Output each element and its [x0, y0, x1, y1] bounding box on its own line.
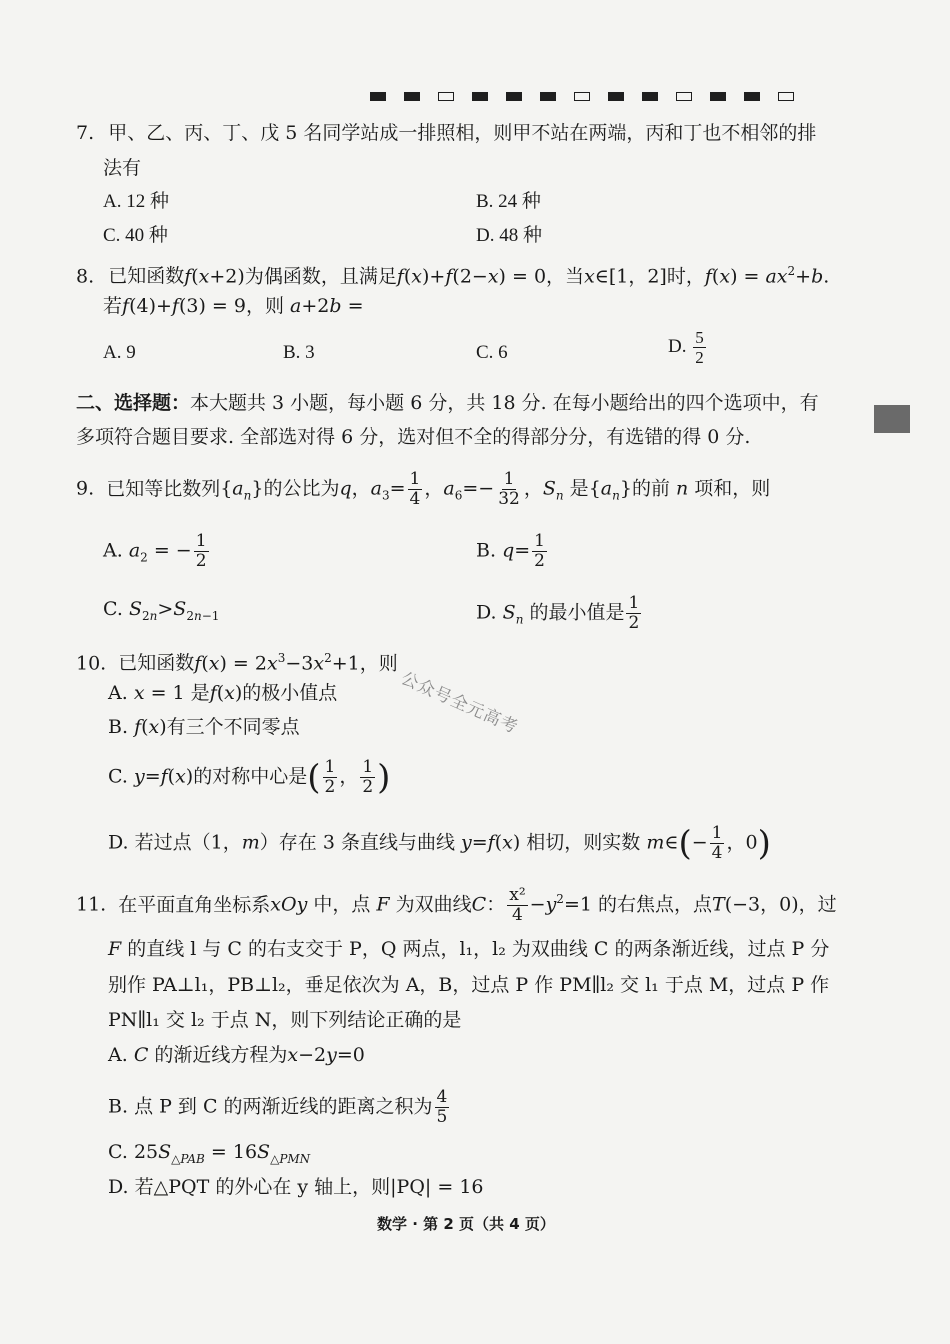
q10-line1: 10. 已知函数$f(x) = 2x^3-3x^2+1$，则 [76, 651, 398, 675]
q10-option-a: A. x = 1 是f(x)的极小值点 [108, 682, 338, 704]
page-marker [744, 92, 760, 101]
page-marker [540, 92, 556, 101]
q7-stem: 甲、乙、丙、丁、戊 5 名同学站成一排照相，则甲不站在两端，丙和丁也不相邻的排 [108, 122, 817, 144]
q11-line4: PN∥l₁ 交 l₂ 于点 N，则下列结论正确的是 [108, 1009, 462, 1031]
q10-option-b-label: B. [108, 716, 129, 738]
section2-line1 [76, 390, 819, 416]
q10-option-d-end: ，0 [726, 831, 758, 854]
page-marker [574, 92, 590, 101]
page-marker [370, 92, 386, 101]
q11-text-4: =1 的右焦点，点 [563, 893, 712, 916]
page-marker [676, 92, 692, 101]
q7-option-a: A. 12 种 [103, 191, 169, 212]
q11-text-line2: 的直线 l 与 C 的右支交于 P，Q 两点，l₁，l₂ 为双曲线 C 的两条渐近线，过点 P 分 [127, 938, 830, 960]
q9-option-b-fraction [532, 532, 547, 571]
frac-num: 1 [503, 469, 515, 489]
q10-option-a-label: A. [108, 682, 128, 704]
q10-text-2: ，则 [359, 652, 398, 675]
q11-option-b-fraction [435, 1088, 450, 1127]
q8-option-b: B. 3 [283, 342, 315, 363]
q8-number: 8. [76, 265, 95, 288]
q11-option-b-text: 点 P 到 C 的两渐近线的距离之积为 [134, 1095, 433, 1118]
frac-num: 1 [362, 757, 374, 777]
frac-den: 2 [324, 777, 336, 797]
q8-text-5: 若 [103, 295, 123, 317]
q9-text-4: 的前 [631, 477, 670, 500]
q9-option-c-label: C. [103, 598, 123, 620]
frac-num: 1 [628, 593, 640, 613]
q10-text-1: 已知函数 [118, 652, 195, 675]
q9-option-d: D. $S_n$ 的最小值是 $\frac{1}{2}$ [476, 593, 640, 633]
q9-option-d-fraction [626, 594, 641, 633]
q11-option-a: A. C 的渐近线方程为x−2y=0 [108, 1044, 365, 1066]
q11-line2: F 的直线 l 与 C 的右支交于 P，Q 两点，l₁，l₂ 为双曲线 C 的两条渐近线，过点 P 分 [108, 938, 830, 960]
q10-c-fraction-1 [323, 758, 338, 797]
q9-option-c: C. $S_{2n}>S_{2n-1}$ [103, 598, 220, 623]
q9-text-2: 的公比为 [263, 477, 340, 500]
q11-line3: 别作 PA⊥l₁，PB⊥l₂，垂足依次为 A，B，过点 P 作 PM∥l₂ 交 l₁ 于点 M，过点 P 作 [108, 974, 830, 996]
q9-option-d-label: D. [476, 601, 497, 624]
frac-den: 2 [695, 348, 704, 367]
page-marker-strip [370, 92, 812, 101]
q11-text-1: 在平面直角坐标系 [118, 893, 271, 916]
frac-num: 1 [534, 531, 545, 551]
frac-num: 1 [195, 531, 207, 551]
q8-line1: 8. 已知函数f(x+2)为偶函数，且满足f(x)+f(2−x) = 0，当x∈[1，2]时，$f(x) = ax^2+b$. [76, 264, 830, 288]
q9-text-1: 已知等比数列 [106, 477, 221, 500]
frac-den: 32 [498, 489, 520, 509]
q9-option-a-label: A. [103, 539, 123, 562]
q10-option-a-text: 是 [190, 682, 210, 704]
q10-option-d-label: D. [108, 831, 129, 854]
q11-number: 11. [76, 893, 107, 916]
frac-den: 4 [512, 905, 523, 925]
frac-den: 2 [362, 777, 374, 797]
q9-option-a-fraction [194, 532, 209, 571]
q11-option-c: C. $25S_{\triangle PAB} = 16S_{\triangle PMN}$ [108, 1141, 311, 1166]
q7-line1 [76, 120, 816, 146]
frac-num: 5 [695, 328, 704, 347]
q11-hyperbola-fraction [507, 886, 527, 925]
q8-text-2: 为偶函数，且满足 [244, 265, 397, 288]
q8-option-d-label: D. [668, 335, 687, 357]
q8-option-a: A. 9 [103, 342, 136, 363]
q7-option-b: B. 24 种 [476, 191, 541, 212]
q10-option-b: B. f(x)有三个不同零点 [108, 716, 300, 738]
q7-stem-line2: 法有 [103, 157, 142, 179]
q11-option-a-text: 的渐近线方程为 [154, 1044, 288, 1066]
q7-option-d: D. 48 种 [476, 225, 542, 246]
frac-num: 4 [436, 1087, 448, 1107]
q11-text-3: 为双曲线 [395, 893, 472, 916]
q10-option-c: C. y=f(x)的对称中心是( $\frac{1}{2}$ ， $\frac{1}{2}$ ) [108, 757, 391, 798]
q9-option-b: B. q= $\frac{1}{2}$ [476, 531, 545, 571]
frac-den: 4 [711, 843, 723, 863]
frac-num: 1 [409, 469, 421, 489]
q9-text-5: 项和，则 [694, 477, 771, 500]
q8-option-d-fraction [693, 328, 706, 367]
frac-den: 2 [628, 613, 640, 633]
q11-text-2: 中，点 [313, 893, 371, 916]
q10-option-c-text: 的对称中心是 [193, 765, 308, 788]
q11-option-d-label: D. [108, 1176, 129, 1198]
frac-num: 1 [711, 823, 723, 843]
q11-option-b-label: B. [108, 1095, 129, 1118]
page-marker [438, 92, 454, 101]
q8-text-4: 时， [666, 265, 705, 288]
page-marker [506, 92, 522, 101]
q11-option-a-label: A. [108, 1044, 128, 1066]
q10-option-d-text2: ）存在 3 条直线与曲线 [259, 831, 455, 854]
frac-num: x² [509, 885, 526, 905]
frac-den: 2 [195, 551, 207, 571]
q9-option-b-label: B. [476, 539, 497, 562]
q11-option-b [108, 1088, 451, 1127]
q7-number: 7. [76, 122, 95, 144]
q11-text-5: ，过 [798, 893, 837, 916]
q10-option-d-text1: 若过点（1， [134, 831, 242, 854]
q10-number: 10. [76, 652, 107, 675]
q11-option-c-label: C. [108, 1141, 128, 1163]
q9-a3-fraction [408, 470, 423, 509]
q10-option-c-label: C. [108, 765, 128, 788]
q11-option-d-text: 若△PQT 的外心在 y 轴上，则 [134, 1176, 391, 1198]
page-marker [710, 92, 726, 101]
section2-instructions-2: 多项符合题目要求. 全部选对得 6 分，选对但不全的得部分分，有选错的得 0 分. [76, 426, 751, 448]
q10-c-fraction-2 [360, 758, 375, 797]
q11-line1: 11. 在平面直角坐标系xOy 中，点 F 为双曲线C： $\frac{\text{x²}}{4}$ $-y^2=1$ 的右焦点，点T(−3，0)，过 [76, 885, 837, 925]
q8-text-1: 已知函数 [108, 265, 185, 288]
q10-option-a-text2: 的极小值点 [242, 682, 338, 704]
q8-option-c: C. 6 [476, 342, 508, 363]
page-marker [472, 92, 488, 101]
frac-den: 5 [436, 1107, 448, 1127]
page-marker [404, 92, 420, 101]
frac-den: 2 [534, 551, 545, 571]
page-marker [642, 92, 658, 101]
q9-line1: 9. 已知等比数列$\{a_n\}$的公比为q，$a_3=$ $\frac{1}{4}$ ，$a_6=-$ $\frac{1}{32}$ ，$S_n$ 是$\{a_n\}$的前 n 项和，则 [76, 469, 771, 509]
q8-text-3: ，当 [546, 265, 585, 288]
page-marker [778, 92, 794, 101]
q11-option-d-end: |PQ| = 16 [390, 1176, 484, 1198]
frac-den: 4 [409, 489, 421, 509]
page-marker [608, 92, 624, 101]
q9-option-a: A. $a_2$ = − $\frac{1}{2}$ [103, 531, 207, 571]
q9-option-d-text: 的最小值是 [529, 601, 625, 624]
section2-title: 二、选择题： [76, 392, 191, 414]
frac-num: 1 [324, 757, 336, 777]
q9-a6-fraction [496, 470, 522, 509]
q10-option-b-text: 有三个不同零点 [166, 716, 300, 738]
q10-option-d: D. 若过点（1，m）存在 3 条直线与曲线 y=f(x) 相切，则实数 m∈(− $\frac{1}{4}$ ，0) [108, 823, 771, 864]
q7-option-c: C. 40 种 [103, 225, 168, 246]
q11-option-d [108, 1174, 484, 1200]
q10-d-fraction [710, 824, 725, 863]
q10-option-d-text3: 相切，则实数 [526, 831, 641, 854]
q8-line2: 若f(4)+f(3) = 9，则 a+2b = [103, 295, 364, 317]
side-tab-marker [874, 405, 910, 433]
section2-instructions-1: 本大题共 3 小题，每小题 6 分，共 18 分. 在每小题给出的四个选项中，有 [190, 392, 819, 414]
q8-option-d [668, 328, 708, 367]
page-footer: 数学 · 第 2 页（共 4 页） [377, 1215, 555, 1233]
q9-number: 9. [76, 477, 95, 500]
q9-text-3: 是 [569, 477, 589, 500]
q8-text-6: ，则 [245, 295, 284, 317]
watermark-text: 公众号全元高考 [397, 668, 522, 739]
